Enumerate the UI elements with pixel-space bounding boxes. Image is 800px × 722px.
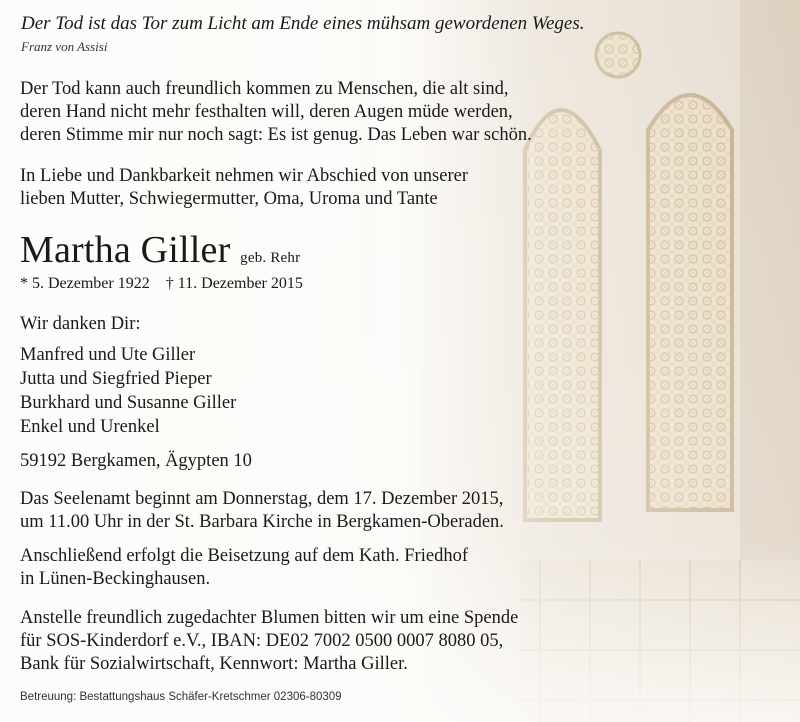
intro-line: lieben Mutter, Schwiegermutter, Oma, Uroma und Tante [20,189,438,209]
thanks-heading: Wir danken Dir: [20,314,141,334]
poem-line: deren Stimme mir nur noch sagt: Es ist genug. Das Leben war schön. [20,125,532,145]
family-member: Manfred und Ute Giller [20,345,196,365]
service-line: um 11.00 Uhr in der St. Barbara Kirche in Bergkamen-Oberaden. [20,512,504,532]
burial-line: Anschließend erfolgt die Beisetzung auf dem Kath. Friedhof [20,546,468,566]
poem-line: deren Hand nicht mehr festhalten will, deren Augen müde werden, [20,102,513,122]
donation-line: Anstelle freundlich zugedachter Blumen bitten wir um eine Spende [20,608,519,628]
family-member: Jutta und Siegfried Pieper [20,369,212,389]
family-member: Enkel und Urenkel [20,417,160,437]
family-member: Burkhard und Susanne Giller [20,393,237,413]
deceased-name [20,231,300,269]
donation-line: für SOS-Kinderdorf e.V., IBAN: DE02 7002 0500 0007 8080 05, [20,631,504,651]
maiden-name: geb. Rehr [240,250,301,266]
intro-line: In Liebe und Dankbarkeit nehmen wir Abschied von unserer [20,166,468,186]
address: 59192 Bergkamen, Ägypten 10 [20,451,252,471]
poem-line: Der Tod kann auch freundlich kommen zu Menschen, die alt sind, [20,79,509,99]
quote-text: Der Tod ist das Tor zum Licht am Ende eines mühsam gewordenen Weges. [21,13,585,34]
quote-author: Franz von Assisi [21,39,108,54]
deceased-name-text: Martha Giller [20,229,231,271]
burial-line: in Lünen-Beckinghausen. [20,569,211,589]
donation-line: Bank für Sozialwirtschaft, Kennwort: Martha Giller. [20,654,408,674]
life-dates: * 5. Dezember 1922 † 11. Dezember 2015 [20,275,303,292]
service-line: Das Seelenamt beginnt am Donnerstag, dem 17. Dezember 2015, [20,489,504,509]
funeral-home-credit: Betreuung: Bestattungshaus Schäfer-Kretschmer 02306-80309 [20,691,342,703]
